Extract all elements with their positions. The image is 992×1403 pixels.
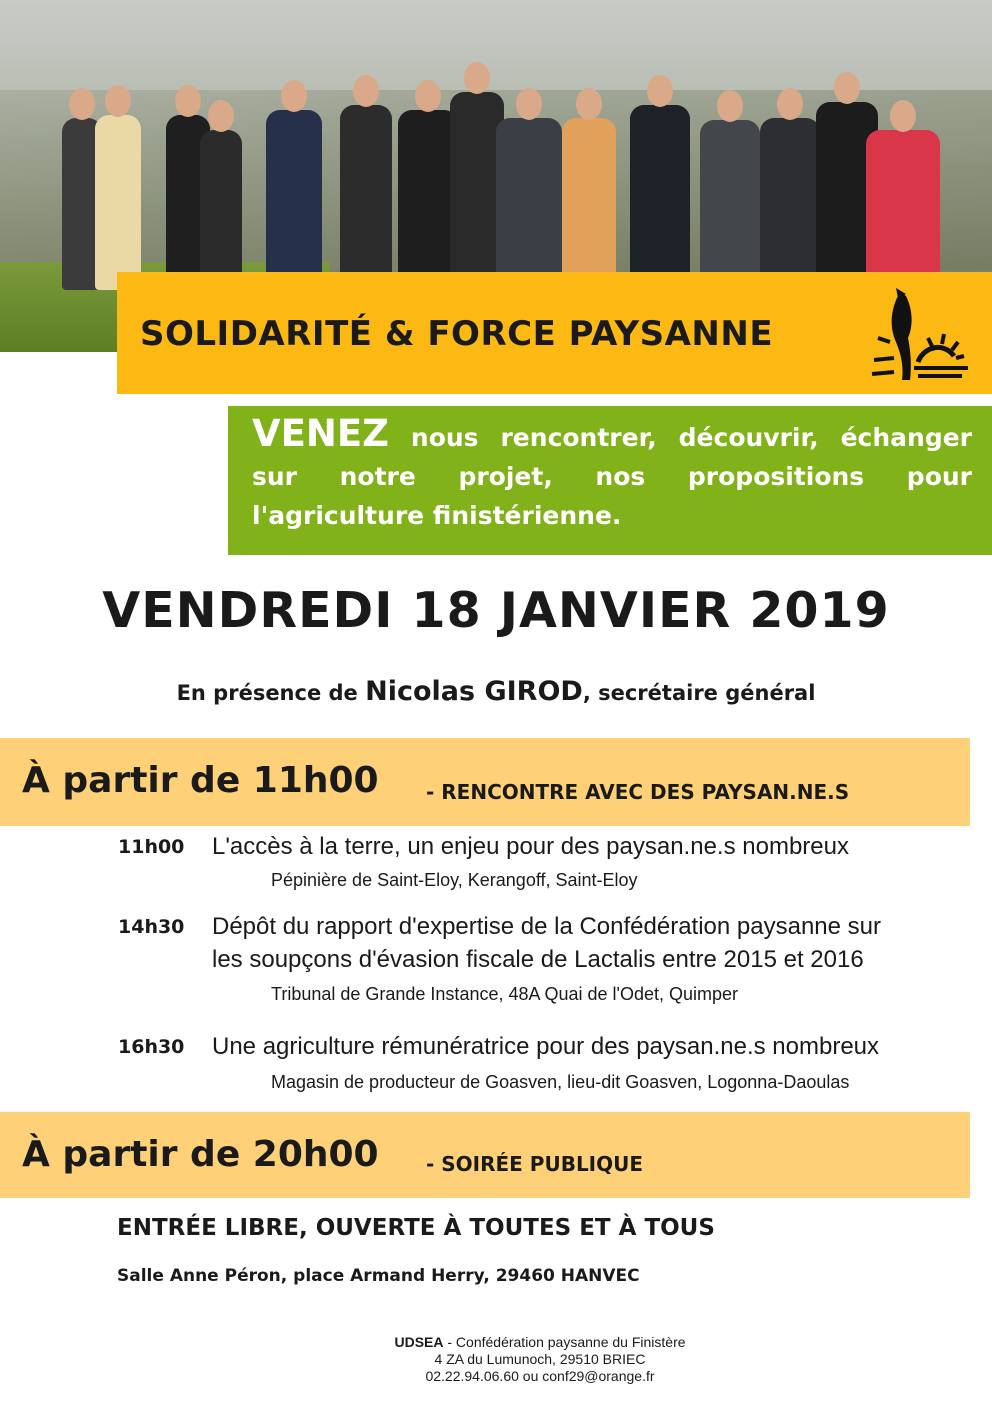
photo-person — [95, 115, 141, 290]
photo-person-head — [890, 100, 916, 132]
presence-name: Nicolas GIROD — [365, 676, 583, 707]
section1-heading: À partir de 11h00 — [22, 760, 379, 801]
intro-text — [252, 414, 972, 535]
schedule-time: 14h30 — [118, 916, 185, 938]
photo-person-head — [647, 75, 673, 107]
schedule-place: Magasin de producteur de Goasven, lieu-dit Goasven, Logonna-Daoulas — [271, 1072, 850, 1092]
presence-line — [0, 676, 992, 707]
photo-person-head — [105, 85, 131, 117]
schedule-time: 11h00 — [118, 836, 185, 858]
schedule-title: Dépôt du rapport d'expertise de la Confédération paysanne sur — [212, 913, 882, 940]
photo-person-head — [281, 80, 307, 112]
intro-lead: VENEZ — [252, 412, 389, 455]
footer — [300, 1334, 780, 1385]
photo-person-head — [717, 90, 743, 122]
venue-address: Salle Anne Péron, place Armand Herry, 29460 HANVEC — [117, 1266, 640, 1286]
schedule-place: Tribunal de Grande Instance, 48A Quai de l'Odet, Quimper — [271, 984, 739, 1004]
photo-person — [266, 110, 322, 290]
farmer-sun-logo-icon — [870, 284, 970, 386]
photo-person-head — [69, 88, 95, 120]
photo-person — [700, 120, 760, 290]
schedule-time: 16h30 — [118, 1036, 185, 1058]
footer-org-line — [300, 1334, 780, 1351]
photo-person-head — [834, 72, 860, 104]
photo-person — [340, 105, 392, 290]
photo-person — [562, 118, 616, 290]
event-date: VENDREDI 18 JANVIER 2019 — [102, 582, 890, 639]
footer-address: 4 ZA du Lumunoch, 29510 BRIEC — [434, 1351, 646, 1367]
page-title: SOLIDARITÉ & FORCE PAYSANNE — [140, 314, 774, 354]
photo-person-head — [175, 85, 201, 117]
schedule-place: Pépinière de Saint-Eloy, Kerangoff, Saint-Eloy — [271, 870, 638, 890]
section2-subheading: - SOIRÉE PUBLIQUE — [426, 1152, 644, 1176]
presence-prefix: En présence de — [176, 681, 366, 705]
footer-org: UDSEA — [394, 1334, 444, 1350]
schedule-title: Une agriculture rémunératrice pour des paysan.ne.s nombreux — [212, 1033, 880, 1060]
photo-person-head — [208, 100, 234, 132]
photo-person — [760, 118, 820, 290]
photo-person-head — [516, 88, 542, 120]
photo-person-head — [415, 80, 441, 112]
photo-person — [630, 105, 690, 290]
intro-body: nous rencontrer, découvrir, échanger sur notre projet, nos propositions pour l'agriculture finistérienne. — [252, 423, 972, 530]
footer-contact: 02.22.94.06.60 ou conf29@orange.fr — [425, 1368, 655, 1384]
photo-person-head — [353, 75, 379, 107]
photo-person-head — [777, 88, 803, 120]
schedule-title: L'accès à la terre, un enjeu pour des paysan.ne.s nombreux — [212, 833, 849, 860]
schedule-title-line2: les soupçons d'évasion fiscale de Lactalis entre 2015 et 2016 — [212, 946, 864, 973]
photo-person — [496, 118, 562, 290]
section2-heading: À partir de 20h00 — [22, 1134, 379, 1175]
section1-subheading: - RENCONTRE AVEC DES PAYSAN.NE.S — [426, 780, 850, 804]
footer-org-rest: - Confédération paysanne du Finistère — [443, 1334, 686, 1350]
photo-person — [200, 130, 242, 290]
entry-note: ENTRÉE LIBRE, OUVERTE À TOUTES ET À TOUS — [117, 1215, 715, 1241]
photo-person — [398, 110, 458, 290]
presence-suffix: , secrétaire général — [582, 681, 816, 705]
photo-person-head — [576, 88, 602, 120]
photo-person-head — [464, 62, 490, 94]
photo-person — [866, 130, 940, 290]
